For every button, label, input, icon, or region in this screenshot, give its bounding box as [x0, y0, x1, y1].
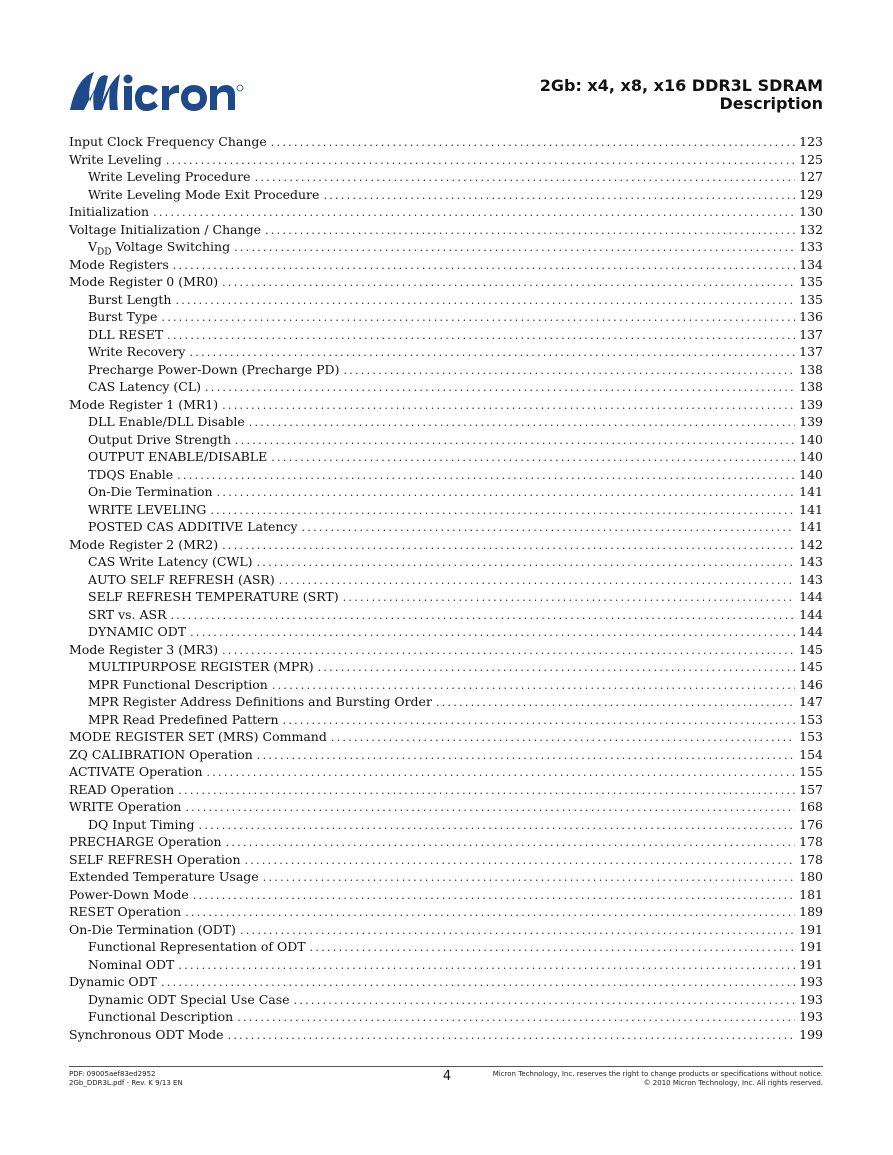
- toc-entry[interactable]: [69, 448, 823, 466]
- table-of-contents: [69, 133, 823, 1043]
- micron-logo: [68, 66, 246, 114]
- footer-legal: [493, 1070, 823, 1088]
- toc-entry-label: SELF REFRESH Operation: [69, 851, 241, 867]
- toc-entry[interactable]: [69, 133, 823, 151]
- toc-entry[interactable]: [69, 921, 823, 939]
- toc-entry-page: 140: [799, 466, 823, 482]
- toc-entry-page: 153: [799, 711, 823, 727]
- toc-entry-label: Mode Registers: [69, 256, 169, 272]
- toc-dot-leader: [171, 607, 796, 624]
- toc-entry-page: 125: [799, 151, 823, 167]
- toc-dot-leader: [271, 134, 795, 151]
- toc-entry-label: DLL Enable/DLL Disable: [88, 414, 245, 429]
- toc-entry[interactable]: [69, 518, 823, 536]
- toc-entry-label: WRITE Operation: [69, 799, 182, 814]
- toc-dot-leader: [185, 904, 795, 921]
- toc-entry-page: 140: [799, 449, 823, 464]
- toc-entry-page: 143: [799, 571, 823, 587]
- toc-entry[interactable]: [69, 413, 823, 431]
- toc-dot-leader: [240, 922, 795, 939]
- toc-entry-page: 146: [799, 676, 823, 692]
- toc-dot-leader: [177, 467, 795, 484]
- toc-entry[interactable]: [69, 991, 823, 1009]
- toc-dot-leader: [323, 187, 795, 204]
- toc-entry-page: 189: [799, 904, 823, 919]
- toc-entry-page: 145: [799, 659, 823, 674]
- toc-entry-page: 127: [799, 169, 823, 184]
- toc-entry-page: 130: [799, 204, 823, 219]
- toc-entry-page: 155: [799, 764, 823, 779]
- toc-entry-label: MULTIPURPOSE REGISTER (MPR): [88, 659, 314, 674]
- toc-entry-label: Synchronous ODT Mode: [69, 1026, 224, 1042]
- toc-entry-label: Mode Register 1 (MR1): [69, 396, 219, 412]
- toc-entry[interactable]: [69, 868, 823, 886]
- toc-entry[interactable]: [69, 186, 823, 204]
- toc-entry[interactable]: [69, 886, 823, 904]
- toc-entry[interactable]: [69, 501, 823, 519]
- toc-dot-leader: [178, 957, 795, 974]
- toc-entry-page: 142: [799, 536, 823, 552]
- toc-entry-page: 140: [799, 431, 823, 447]
- toc-entry-page: 181: [799, 886, 823, 902]
- toc-entry-page: 141: [799, 484, 823, 499]
- toc-entry-page: 141: [799, 519, 823, 534]
- toc-dot-leader: [237, 1009, 795, 1026]
- toc-dot-leader: [234, 239, 795, 256]
- toc-entry-label: OUTPUT ENABLE/DISABLE: [88, 449, 268, 464]
- toc-entry-page: 137: [799, 326, 823, 342]
- toc-entry-label: Write Recovery: [88, 344, 186, 359]
- toc-entry[interactable]: [69, 606, 823, 624]
- toc-entry[interactable]: [69, 676, 823, 694]
- toc-entry-page: 199: [799, 1026, 823, 1042]
- toc-entry-label: AUTO SELF REFRESH (ASR): [88, 571, 275, 587]
- toc-entry-label: MPR Functional Description: [88, 676, 268, 692]
- toc-dot-leader: [222, 642, 795, 659]
- toc-dot-leader: [205, 379, 795, 396]
- toc-entry-label: Precharge Power-Down (Precharge PD): [88, 361, 340, 377]
- toc-dot-leader: [228, 1027, 796, 1044]
- toc-entry-page: 133: [799, 239, 823, 254]
- file-revision: 2Gb_DDR3L.pdf - Rev. K 9/13 EN: [69, 1079, 183, 1087]
- toc-entry-page: 134: [799, 256, 823, 272]
- toc-entry[interactable]: [69, 203, 823, 221]
- toc-entry-page: 138: [799, 379, 823, 394]
- toc-entry-page: 144: [799, 624, 823, 639]
- toc-dot-leader: [166, 152, 795, 169]
- toc-entry[interactable]: [69, 221, 823, 239]
- toc-entry-label-text: Voltage Switching: [111, 239, 231, 254]
- toc-entry[interactable]: [69, 326, 823, 344]
- document-title: [540, 77, 823, 113]
- toc-entry-label-prefix: V: [88, 239, 98, 254]
- toc-entry-label: Voltage Initialization / Change: [69, 221, 262, 237]
- toc-entry-page: 137: [799, 344, 823, 359]
- toc-entry-label: MODE REGISTER SET (MRS) Command: [69, 729, 327, 744]
- toc-dot-leader: [226, 834, 796, 851]
- disclaimer: Micron Technology, Inc. reserves the right to change products or specifications without notice.: [492, 1070, 823, 1078]
- footer-divider: [69, 1066, 823, 1067]
- toc-entry[interactable]: [69, 466, 823, 484]
- toc-dot-leader: [222, 397, 795, 414]
- toc-entry[interactable]: [69, 168, 823, 186]
- toc-dot-leader: [343, 362, 795, 379]
- toc-entry-label: Burst Length: [88, 291, 172, 307]
- pdf-id: PDF: 09005aef83ed2952: [69, 1070, 156, 1078]
- toc-entry-label: Functional Representation of ODT: [88, 939, 306, 954]
- toc-entry-page: 144: [799, 606, 823, 622]
- toc-dot-leader: [343, 589, 796, 606]
- toc-entry[interactable]: [69, 798, 823, 816]
- toc-entry-page: 123: [799, 134, 823, 149]
- toc-entry-page: 193: [799, 974, 823, 989]
- toc-entry-page: 154: [799, 746, 823, 762]
- toc-entry-page: 178: [799, 834, 823, 849]
- toc-dot-leader: [167, 327, 795, 344]
- toc-entry[interactable]: [69, 483, 823, 501]
- toc-entry-page: 132: [799, 221, 823, 237]
- toc-dot-leader: [161, 974, 795, 991]
- toc-entry-page: 135: [799, 274, 823, 289]
- toc-entry[interactable]: [69, 641, 823, 659]
- toc-dot-leader: [271, 449, 795, 466]
- toc-entry-page: 191: [799, 921, 823, 937]
- toc-entry-label: Functional Description: [88, 1009, 234, 1024]
- toc-entry-label: TDQS Enable: [88, 466, 174, 482]
- toc-dot-leader: [257, 554, 796, 571]
- toc-dot-leader: [279, 572, 795, 589]
- toc-entry-label: Output Drive Strength: [88, 431, 231, 447]
- toc-dot-leader: [436, 694, 795, 711]
- toc-entry-page: 147: [799, 694, 823, 709]
- toc-entry[interactable]: [69, 273, 823, 291]
- toc-entry-page: 191: [799, 956, 823, 972]
- toc-entry-page: 191: [799, 939, 823, 954]
- toc-entry-page: 144: [799, 589, 823, 604]
- toc-entry[interactable]: [69, 746, 823, 764]
- toc-entry-label: ACTIVATE Operation: [69, 764, 203, 779]
- toc-dot-leader: [190, 344, 796, 361]
- toc-dot-leader: [235, 432, 795, 449]
- toc-entry[interactable]: [69, 833, 823, 851]
- toc-entry-label: SELF REFRESH TEMPERATURE (SRT): [88, 589, 339, 604]
- toc-dot-leader: [217, 484, 796, 501]
- toc-entry-label: RESET Operation: [69, 904, 182, 919]
- copyright: © 2010 Micron Technology, Inc. All rights reserved.: [643, 1079, 823, 1087]
- toc-entry-label: Mode Register 3 (MR3): [69, 641, 219, 657]
- toc-entry-label: Burst Type: [88, 309, 158, 324]
- toc-dot-leader: [302, 519, 796, 536]
- toc-entry-page: 141: [799, 501, 823, 517]
- toc-entry-label: Write Leveling Procedure: [88, 169, 251, 184]
- toc-entry-label: DLL RESET: [88, 326, 164, 342]
- toc-entry-page: 180: [799, 869, 823, 884]
- toc-dot-leader: [207, 764, 796, 781]
- toc-entry-label: Write Leveling Mode Exit Procedure: [88, 186, 320, 202]
- toc-entry-label: Nominal ODT: [88, 956, 175, 972]
- toc-entry-label: Mode Register 2 (MR2): [69, 536, 219, 552]
- page-header: [0, 0, 893, 130]
- toc-entry[interactable]: [69, 816, 823, 834]
- toc-entry[interactable]: [69, 973, 823, 991]
- toc-dot-leader: [257, 747, 795, 764]
- toc-entry-label: DYNAMIC ODT: [88, 624, 187, 639]
- title-line-2: Description: [719, 94, 823, 113]
- toc-entry-label: PRECHARGE Operation: [69, 834, 222, 849]
- toc-entry-page: 139: [799, 414, 823, 429]
- toc-entry[interactable]: [69, 956, 823, 974]
- toc-entry[interactable]: [69, 1026, 823, 1044]
- toc-entry[interactable]: [69, 658, 823, 676]
- toc-entry-page: 136: [799, 309, 823, 324]
- toc-dot-leader: [283, 712, 796, 729]
- toc-dot-leader: [318, 659, 796, 676]
- toc-entry[interactable]: [69, 781, 823, 799]
- toc-entry[interactable]: [69, 711, 823, 729]
- toc-entry[interactable]: [69, 256, 823, 274]
- toc-entry[interactable]: [69, 553, 823, 571]
- toc-entry-page: 139: [799, 396, 823, 412]
- toc-dot-leader: [310, 939, 796, 956]
- toc-entry[interactable]: [69, 431, 823, 449]
- toc-dot-leader: [175, 292, 795, 309]
- toc-entry-page: 176: [799, 816, 823, 832]
- toc-entry[interactable]: [69, 763, 823, 781]
- footer-document-info: [69, 1070, 183, 1088]
- toc-entry-page: 145: [799, 641, 823, 657]
- toc-dot-leader: [263, 869, 795, 886]
- toc-entry-page: 157: [799, 781, 823, 797]
- toc-entry[interactable]: [69, 571, 823, 589]
- toc-entry-page: 168: [799, 799, 823, 814]
- toc-dot-leader: [245, 852, 796, 869]
- toc-entry-page: 153: [799, 729, 823, 744]
- toc-entry-label: MPR Read Predefined Pattern: [88, 711, 279, 727]
- toc-entry-label: On-Die Termination (ODT): [69, 921, 236, 937]
- toc-entry[interactable]: [69, 151, 823, 169]
- toc-dot-leader: [249, 414, 795, 431]
- page-number: 4: [442, 1069, 452, 1084]
- toc-dot-leader: [255, 169, 796, 186]
- toc-entry-label: Dynamic ODT Special Use Case: [88, 991, 290, 1007]
- toc-dot-leader: [331, 729, 795, 746]
- toc-entry[interactable]: [69, 623, 823, 641]
- toc-entry-label: CAS Latency (CL): [88, 379, 202, 394]
- toc-entry-label: Dynamic ODT: [69, 974, 158, 989]
- toc-entry-label: READ Operation: [69, 781, 175, 797]
- toc-entry[interactable]: [69, 728, 823, 746]
- toc-entry-label: SRT vs. ASR: [88, 606, 167, 622]
- toc-entry-label: Extended Temperature Usage: [69, 869, 259, 884]
- title-line-1: 2Gb: x4, x8, x16 DDR3L SDRAM: [539, 76, 823, 95]
- toc-entry-label-subscript: DD: [97, 247, 112, 256]
- toc-dot-leader: [190, 624, 795, 641]
- toc-entry-label: Write Leveling: [69, 151, 162, 167]
- toc-entry-label: Power-Down Mode: [69, 886, 189, 902]
- toc-entry-label: ZQ CALIBRATION Operation: [69, 746, 253, 762]
- toc-dot-leader: [199, 817, 796, 834]
- toc-dot-leader: [294, 992, 796, 1009]
- toc-entry-page: 143: [799, 554, 823, 569]
- toc-entry[interactable]: [69, 378, 823, 396]
- toc-dot-leader: [265, 222, 795, 239]
- toc-entry-label: CAS Write Latency (CWL): [88, 554, 253, 569]
- toc-entry[interactable]: [69, 903, 823, 921]
- toc-entry-page: 193: [799, 1009, 823, 1024]
- toc-entry[interactable]: [69, 361, 823, 379]
- toc-entry[interactable]: [69, 396, 823, 414]
- toc-entry-page: 193: [799, 991, 823, 1007]
- toc-entry-label: MPR Register Address Definitions and Bursting Order: [88, 694, 432, 709]
- toc-entry[interactable]: [69, 693, 823, 711]
- toc-dot-leader: [153, 204, 795, 221]
- toc-entry[interactable]: [69, 588, 823, 606]
- toc-entry[interactable]: [69, 238, 823, 256]
- toc-entry[interactable]: [69, 308, 823, 326]
- toc-entry-label: On-Die Termination: [88, 484, 213, 499]
- toc-entry[interactable]: [69, 1008, 823, 1026]
- toc-entry-page: 138: [799, 361, 823, 377]
- toc-entry-page: 178: [799, 851, 823, 867]
- toc-entry[interactable]: [69, 536, 823, 554]
- toc-dot-leader: [185, 799, 795, 816]
- toc-dot-leader: [210, 502, 795, 519]
- toc-dot-leader: [173, 257, 795, 274]
- toc-entry[interactable]: [69, 851, 823, 869]
- toc-entry-label: DQ Input Timing: [88, 816, 195, 832]
- toc-entry-label: Mode Register 0 (MR0): [69, 274, 219, 289]
- toc-dot-leader: [222, 274, 795, 291]
- toc-entry-label: Input Clock Frequency Change: [69, 134, 267, 149]
- toc-entry[interactable]: [69, 291, 823, 309]
- toc-dot-leader: [193, 887, 795, 904]
- toc-dot-leader: [161, 309, 795, 326]
- toc-entry-label: [88, 238, 234, 256]
- toc-entry-page: 129: [799, 186, 823, 202]
- toc-entry[interactable]: [69, 938, 823, 956]
- toc-entry-label: POSTED CAS ADDITIVE Latency: [88, 519, 298, 534]
- toc-dot-leader: [178, 782, 795, 799]
- toc-entry[interactable]: [69, 343, 823, 361]
- toc-entry-page: 135: [799, 291, 823, 307]
- toc-entry-label: WRITE LEVELING: [88, 501, 207, 517]
- toc-dot-leader: [222, 537, 795, 554]
- toc-entry-label: Initialization: [69, 204, 150, 219]
- toc-dot-leader: [272, 677, 795, 694]
